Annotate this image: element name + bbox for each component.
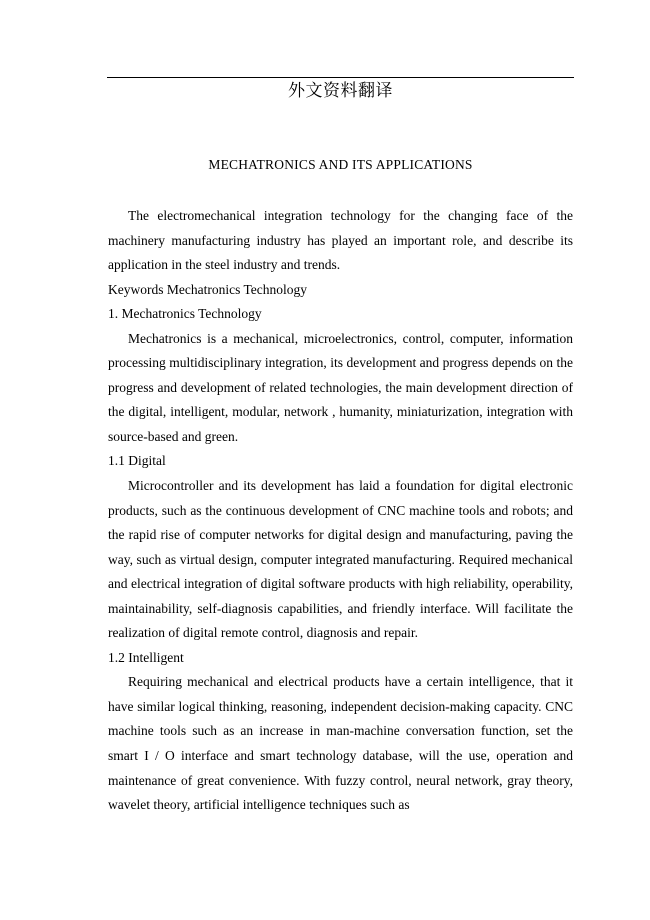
- section-1-heading: 1. Mechatronics Technology: [108, 306, 262, 322]
- section-1-2-heading: 1.2 Intelligent: [108, 649, 184, 665]
- document-title: MECHATRONICS AND ITS APPLICATIONS: [208, 157, 473, 172]
- section-1-paragraph: Mechatronics is a mechanical, microelectronics, control, computer, information processing multidisciplinary integration, its development and progress depends on the progress and development of related technologies, the main development direction of the digital, intelligent, modular, network , humanity, miniaturization, integration with source-based and green.: [108, 330, 573, 444]
- keywords-line: Keywords Mechatronics Technology: [108, 281, 308, 297]
- section-1-2-paragraph: Requiring mechanical and electrical products have a certain intelligence, that it have similar logical thinking, reasoning, independent decision-making capacity. CNC machine tools such as an increase in man-machine conversation function, set the smart I / O interface and smart technology database, will the use, operation and maintenance of great convenience. With fuzzy control, neural network, gray theory, wavelet theory, artificial intelligence techniques such as: [108, 674, 573, 813]
- abstract-paragraph: The electromechanical integration technology for the changing face of the machinery manufacturing industry has played an important role, and describe its application in the steel industry and trends.: [108, 208, 573, 273]
- document-body: [108, 204, 573, 818]
- page-header-title: 外文资料翻译: [288, 81, 393, 101]
- section-1-1-paragraph: Microcontroller and its development has laid a foundation for digital electronic products, such as the continuous development of CNC machine tools and robots; and the rapid rise of computer networks for digital design and manufacturing, paving the way, such as virtual design, computer integrated manufacturing. Required mechanical and electrical integration of digital software products with high reliability, operability, maintainability, self-diagnosis capabilities, and friendly interface. Will facilitate the realization of digital remote control, diagnosis and repair.: [108, 478, 573, 641]
- section-1-1-heading: 1.1 Digital: [108, 453, 166, 469]
- header-rule: [107, 77, 574, 78]
